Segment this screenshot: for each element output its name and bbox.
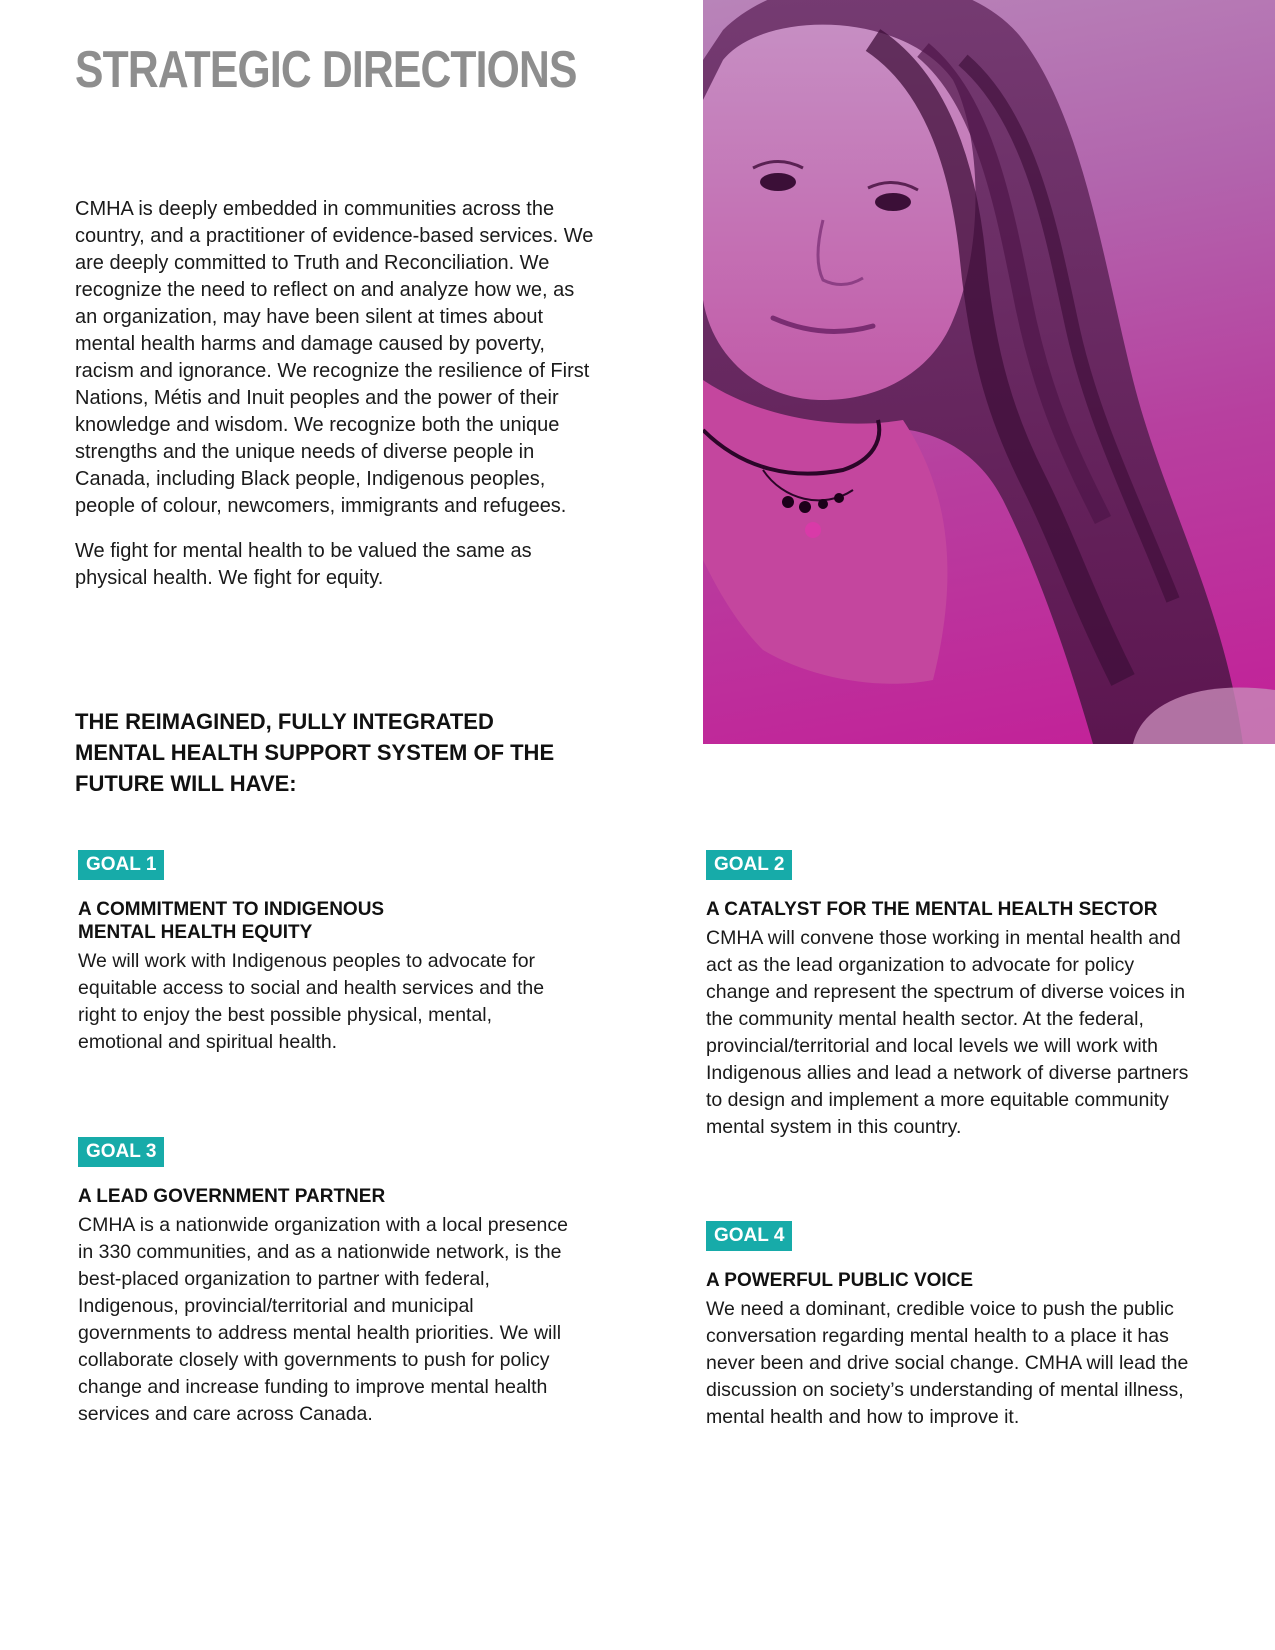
intro-text bbox=[75, 196, 595, 610]
goal-description: We will work with Indigenous peoples to advocate for equitable access to social and health services and the right to enjoy the best possible physical, mental, emotional and spiritual health. bbox=[78, 950, 545, 1053]
future-system-heading: THE REIMAGINED, FULLY INTEGRATED MENTAL HEALTH SUPPORT SYSTEM OF THE FUTURE WILL HAVE: bbox=[75, 709, 555, 796]
goal-2 bbox=[706, 850, 1196, 1141]
goal-title: A LEAD GOVERNMENT PARTNER bbox=[78, 1186, 386, 1207]
goal-3 bbox=[78, 1137, 568, 1428]
intro-paragraph: CMHA is deeply embedded in communities across the country, and a practitioner of evidence-based services. We are deeply committed to Truth and Reconciliation. We recognize the need to reflect on and analyze how we, as an organization, may have been silent at times about mental health harms and damage caused by poverty, racism and ignorance. We recognize the resilience of First Nations, Métis and Inuit peoples and the power of their knowledge and wisdom. We recognize both the unique strengths and the unique needs of diverse people in Canada, including Black people, Indigenous peoples, people of colour, newcomers, immigrants and refugees. bbox=[75, 198, 594, 517]
portrait-photo bbox=[703, 0, 1275, 744]
goal-description: We need a dominant, credible voice to push the public conversation regarding mental health to a place it has never been and drive social change. CMHA will lead the discussion on society’s understanding of mental illness, mental health and how to improve it. bbox=[706, 1298, 1189, 1428]
page-title: STRATEGIC DIRECTIONS bbox=[75, 41, 577, 99]
goal-badge: GOAL 2 bbox=[706, 850, 792, 880]
goal-badge: GOAL 1 bbox=[78, 850, 164, 880]
intro-paragraph: We fight for mental health to be valued the same as physical health. We fight for equity. bbox=[75, 540, 532, 589]
goal-description: CMHA is a nationwide organization with a local presence in 330 communities, and as a nationwide network, is the best-placed organization to partner with federal, Indigenous, provincial/territorial and municipal governments to address mental health priorities. We will collaborate closely with governments to push for policy change and increase funding to improve mental health services and care across Canada. bbox=[78, 1214, 568, 1425]
goal-4 bbox=[706, 1221, 1196, 1431]
goal-title: A COMMITMENT TO INDIGENOUS MENTAL HEALTH EQUITY bbox=[78, 899, 385, 943]
goal-1 bbox=[78, 850, 568, 1056]
goal-title: A POWERFUL PUBLIC VOICE bbox=[706, 1270, 974, 1291]
goal-badge: GOAL 3 bbox=[78, 1137, 164, 1167]
goal-description: CMHA will convene those working in mental health and act as the lead organization to advocate for policy change and represent the spectrum of diverse voices in the community mental health sector. At the federal, provincial/territorial and local levels we will work with Indigenous allies and lead a network of diverse partners to design and implement a more equitable community mental system in this country. bbox=[706, 927, 1189, 1138]
goal-title: A CATALYST FOR THE MENTAL HEALTH SECTOR bbox=[706, 899, 1158, 920]
goal-badge: GOAL 4 bbox=[706, 1221, 792, 1251]
